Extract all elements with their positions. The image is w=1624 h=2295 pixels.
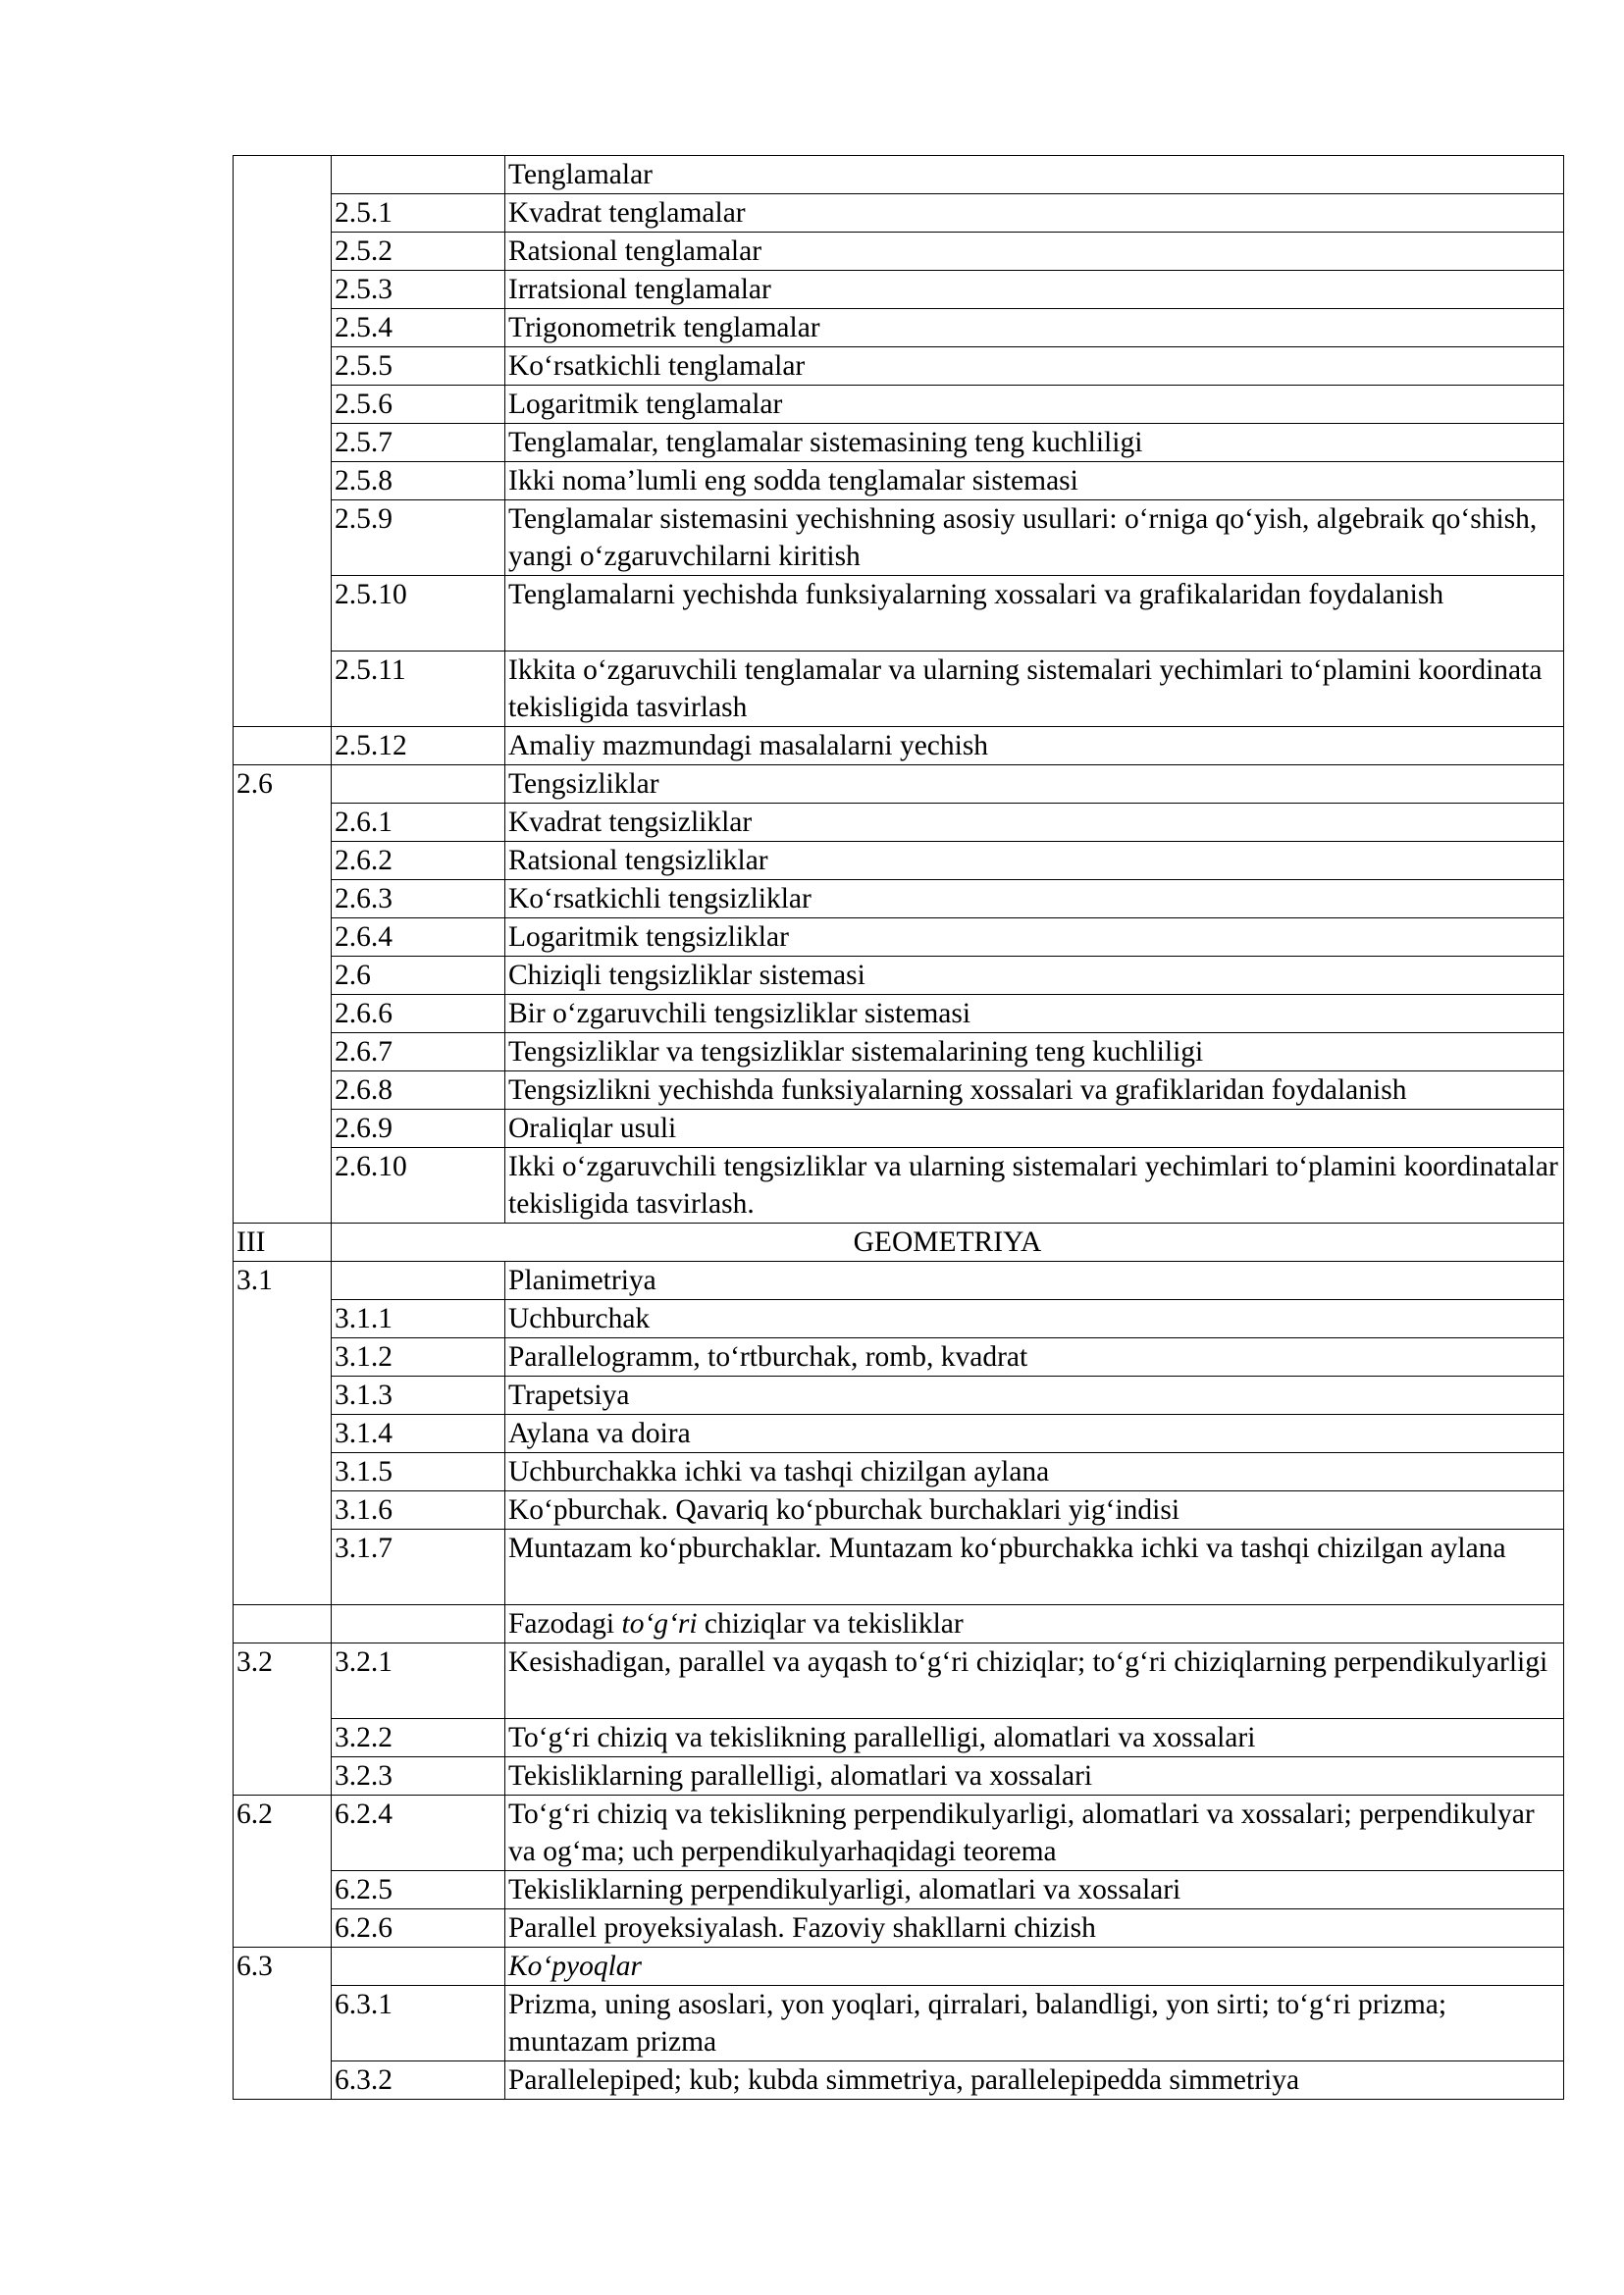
topic-cell: Oraliqlar usuli bbox=[505, 1110, 1564, 1148]
topic-cell: Tekisliklarning parallelligi, alomatlari va xossalari bbox=[505, 1757, 1564, 1796]
topic-cell bbox=[505, 1605, 1564, 1643]
table-row bbox=[234, 1071, 1564, 1110]
topic-cell: Kesishadigan, parallel va ayqash to‘g‘ri chiziqlar; to‘g‘ri chiziqlarning perpendikulyarligi bbox=[505, 1643, 1564, 1719]
topic-cell: Tenglamalarni yechishda funksiyalarning xossalari va grafikalaridan foydalanish bbox=[505, 576, 1564, 652]
topic-cell: Uchburchakka ichki va tashqi chizilgan aylana bbox=[505, 1453, 1564, 1491]
subsection-code-cell bbox=[332, 765, 505, 804]
subsection-code-cell: 3.2.2 bbox=[332, 1719, 505, 1757]
topic-cell: Bir o‘zgaruvchili tengsizliklar sistemasi bbox=[505, 995, 1564, 1033]
subsection-code-cell: 6.3.2 bbox=[332, 2061, 505, 2100]
subsection-code-cell: 2.6.9 bbox=[332, 1110, 505, 1148]
topic-cell: Ko‘pburchak. Qavariq ko‘pburchak burchaklari yig‘indisi bbox=[505, 1491, 1564, 1530]
table-row bbox=[234, 1110, 1564, 1148]
topic-cell: Chiziqli tengsizliklar sistemasi bbox=[505, 957, 1564, 995]
table-row bbox=[234, 576, 1564, 652]
section-number-cell: 3.1 bbox=[234, 1262, 332, 1605]
table-row bbox=[234, 1757, 1564, 1796]
table-row bbox=[234, 1453, 1564, 1491]
topic-cell: To‘g‘ri chiziq va tekislikning parallelligi, alomatlari va xossalari bbox=[505, 1719, 1564, 1757]
section-number-cell: 6.3 bbox=[234, 1948, 332, 2100]
topic-cell: Ko‘rsatkichli tenglamalar bbox=[505, 347, 1564, 386]
topic-cell: Ikki noma’lumli eng sodda tenglamalar sistemasi bbox=[505, 462, 1564, 500]
topic-cell: Tenglamalar sistemasini yechishning asosiy usullari: o‘rniga qo‘yish, algebraik qo‘shish, yangi o‘zgaruvchilarni kiritish bbox=[505, 500, 1564, 576]
document-page bbox=[233, 155, 1563, 2100]
table-row bbox=[234, 652, 1564, 727]
table-row bbox=[234, 1643, 1564, 1719]
table-row bbox=[234, 1719, 1564, 1757]
table-row bbox=[234, 1415, 1564, 1453]
section-number-cell: III bbox=[234, 1224, 332, 1262]
topic-text-italic: to‘g‘ri bbox=[621, 1608, 698, 1640]
table-row bbox=[234, 727, 1564, 765]
subsection-code-cell: 2.5.6 bbox=[332, 386, 505, 424]
subsection-code-cell: 2.5.8 bbox=[332, 462, 505, 500]
topic-cell: Logaritmik tengsizliklar bbox=[505, 918, 1564, 957]
table-row bbox=[234, 1338, 1564, 1377]
table-row bbox=[234, 804, 1564, 842]
topic-cell: Trigonometrik tenglamalar bbox=[505, 309, 1564, 347]
table-row bbox=[234, 880, 1564, 918]
subsection-code-cell: 2.5.7 bbox=[332, 424, 505, 462]
topic-cell: Ratsional tenglamalar bbox=[505, 233, 1564, 271]
subsection-code-cell: 2.6 bbox=[332, 957, 505, 995]
topic-cell: Ko‘pyoqlar bbox=[505, 1948, 1564, 1986]
table-row bbox=[234, 500, 1564, 576]
table-row bbox=[234, 2061, 1564, 2100]
table-row bbox=[234, 156, 1564, 194]
table-row bbox=[234, 1948, 1564, 1986]
table-row bbox=[234, 347, 1564, 386]
section-number-cell bbox=[234, 156, 332, 727]
subsection-code-cell: 3.1.5 bbox=[332, 1453, 505, 1491]
topic-cell: Tengsizlikni yechishda funksiyalarning xossalari va grafiklaridan foydalanish bbox=[505, 1071, 1564, 1110]
topic-cell: Amaliy mazmundagi masalalarni yechish bbox=[505, 727, 1564, 765]
subsection-code-cell: 2.6.7 bbox=[332, 1033, 505, 1071]
table-row bbox=[234, 957, 1564, 995]
table-row bbox=[234, 918, 1564, 957]
topic-cell: Ikkita o‘zgaruvchili tenglamalar va ularning sistemalari yechimlari to‘plamini koordinata tekisligida tasvirlash bbox=[505, 652, 1564, 727]
table-row bbox=[234, 1148, 1564, 1224]
table-row bbox=[234, 995, 1564, 1033]
topic-cell: Trapetsiya bbox=[505, 1377, 1564, 1415]
subsection-code-cell: 2.6.1 bbox=[332, 804, 505, 842]
subsection-code-cell: 6.2.4 bbox=[332, 1796, 505, 1871]
subsection-code-cell bbox=[332, 1605, 505, 1643]
table-row bbox=[234, 386, 1564, 424]
subsection-code-cell: 2.6.6 bbox=[332, 995, 505, 1033]
subsection-code-cell bbox=[332, 156, 505, 194]
table-row bbox=[234, 1986, 1564, 2061]
table-row bbox=[234, 842, 1564, 880]
topic-cell: Tenglamalar bbox=[505, 156, 1564, 194]
topic-cell: Uchburchak bbox=[505, 1300, 1564, 1338]
section-number-cell: 2.6 bbox=[234, 765, 332, 1224]
topic-cell: Tengsizliklar va tengsizliklar sistemalarining teng kuchliligi bbox=[505, 1033, 1564, 1071]
subsection-code-cell: 2.6.2 bbox=[332, 842, 505, 880]
subsection-code-cell bbox=[332, 1948, 505, 1986]
table-row bbox=[234, 1605, 1564, 1643]
subsection-code-cell: 3.2.1 bbox=[332, 1643, 505, 1719]
topic-cell: Prizma, uning asoslari, yon yoqlari, qirralari, balandligi, yon sirti; to‘g‘ri prizma; muntazam prizma bbox=[505, 1986, 1564, 2061]
subsection-code-cell: 6.2.6 bbox=[332, 1909, 505, 1948]
section-number-cell bbox=[234, 727, 332, 765]
table-row bbox=[234, 1530, 1564, 1605]
table-body bbox=[234, 156, 1564, 2100]
subsection-code-cell: 2.5.5 bbox=[332, 347, 505, 386]
table-row bbox=[234, 1300, 1564, 1338]
table-row bbox=[234, 194, 1564, 233]
subsection-code-cell: 2.6.4 bbox=[332, 918, 505, 957]
subsection-code-cell: 3.1.6 bbox=[332, 1491, 505, 1530]
subsection-code-cell: 2.5.11 bbox=[332, 652, 505, 727]
topic-cell: Ratsional tengsizliklar bbox=[505, 842, 1564, 880]
subsection-code-cell: 3.2.3 bbox=[332, 1757, 505, 1796]
topic-cell: Tengsizliklar bbox=[505, 765, 1564, 804]
subsection-code-cell: 3.1.4 bbox=[332, 1415, 505, 1453]
subsection-code-cell: 2.5.12 bbox=[332, 727, 505, 765]
subsection-code-cell: 2.5.4 bbox=[332, 309, 505, 347]
subsection-code-cell: 6.3.1 bbox=[332, 1986, 505, 2061]
section-number-cell: 6.2 bbox=[234, 1796, 332, 1948]
topic-cell: Ikki o‘zgaruvchili tengsizliklar va ularning sistemalari yechimlari to‘plamini koordinatalar tekisligida tasvirlash. bbox=[505, 1148, 1564, 1224]
table-row bbox=[234, 1871, 1564, 1909]
topic-cell: Ko‘rsatkichli tengsizliklar bbox=[505, 880, 1564, 918]
table-row bbox=[234, 233, 1564, 271]
topic-cell: Parallel proyeksiyalash. Fazoviy shakllarni chizish bbox=[505, 1909, 1564, 1948]
topic-cell: Kvadrat tengsizliklar bbox=[505, 804, 1564, 842]
section-number-cell: 3.2 bbox=[234, 1643, 332, 1796]
table-row bbox=[234, 1224, 1564, 1262]
subsection-code-cell: 3.1.7 bbox=[332, 1530, 505, 1605]
subsection-code-cell: 3.1.2 bbox=[332, 1338, 505, 1377]
subsection-code-cell: 2.5.10 bbox=[332, 576, 505, 652]
table-row bbox=[234, 765, 1564, 804]
table-row bbox=[234, 1796, 1564, 1871]
subsection-code-cell: 2.5.3 bbox=[332, 271, 505, 309]
subsection-code-cell: 3.1.1 bbox=[332, 1300, 505, 1338]
subsection-code-cell: 2.5.9 bbox=[332, 500, 505, 576]
table-row bbox=[234, 1033, 1564, 1071]
topic-text-prefix: Fazodagi bbox=[508, 1608, 622, 1640]
topic-cell: Tekisliklarning perpendikulyarligi, alomatlari va xossalari bbox=[505, 1871, 1564, 1909]
table-row bbox=[234, 1491, 1564, 1530]
topic-cell: Aylana va doira bbox=[505, 1415, 1564, 1453]
topic-cell: Irratsional tenglamalar bbox=[505, 271, 1564, 309]
topic-cell: Parallelogramm, to‘rtburchak, romb, kvadrat bbox=[505, 1338, 1564, 1377]
subsection-code-cell: 6.2.5 bbox=[332, 1871, 505, 1909]
table-row bbox=[234, 271, 1564, 309]
subsection-code-cell: 2.6.8 bbox=[332, 1071, 505, 1110]
table-row bbox=[234, 424, 1564, 462]
topic-cell: To‘g‘ri chiziq va tekislikning perpendikulyarligi, alomatlari va xossalari; perpendikulyar va og‘ma; uch perpendikulyarhaqidagi teorema bbox=[505, 1796, 1564, 1871]
subsection-code-cell: 2.5.2 bbox=[332, 233, 505, 271]
subsection-code-cell: 3.1.3 bbox=[332, 1377, 505, 1415]
topic-cell: Logaritmik tenglamalar bbox=[505, 386, 1564, 424]
topic-cell: Parallelepiped; kub; kubda simmetriya, parallelepipedda simmetriya bbox=[505, 2061, 1564, 2100]
topic-text-suffix: chiziqlar va tekisliklar bbox=[697, 1608, 964, 1640]
topic-cell: Tenglamalar, tenglamalar sistemasining teng kuchliligi bbox=[505, 424, 1564, 462]
table-row bbox=[234, 1909, 1564, 1948]
topic-cell: Muntazam ko‘pburchaklar. Muntazam ko‘pburchakka ichki va tashqi chizilgan aylana bbox=[505, 1530, 1564, 1605]
table-row bbox=[234, 1262, 1564, 1300]
topic-cell: Kvadrat tenglamalar bbox=[505, 194, 1564, 233]
topic-cell: Planimetriya bbox=[505, 1262, 1564, 1300]
subsection-code-cell: 2.5.1 bbox=[332, 194, 505, 233]
subsection-code-cell: 2.6.10 bbox=[332, 1148, 505, 1224]
table-row bbox=[234, 309, 1564, 347]
section-heading: GEOMETRIYA bbox=[332, 1224, 1564, 1262]
table-row bbox=[234, 1377, 1564, 1415]
table-row bbox=[234, 462, 1564, 500]
curriculum-table bbox=[233, 155, 1564, 2100]
subsection-code-cell bbox=[332, 1262, 505, 1300]
section-number-cell bbox=[234, 1605, 332, 1643]
subsection-code-cell: 2.6.3 bbox=[332, 880, 505, 918]
